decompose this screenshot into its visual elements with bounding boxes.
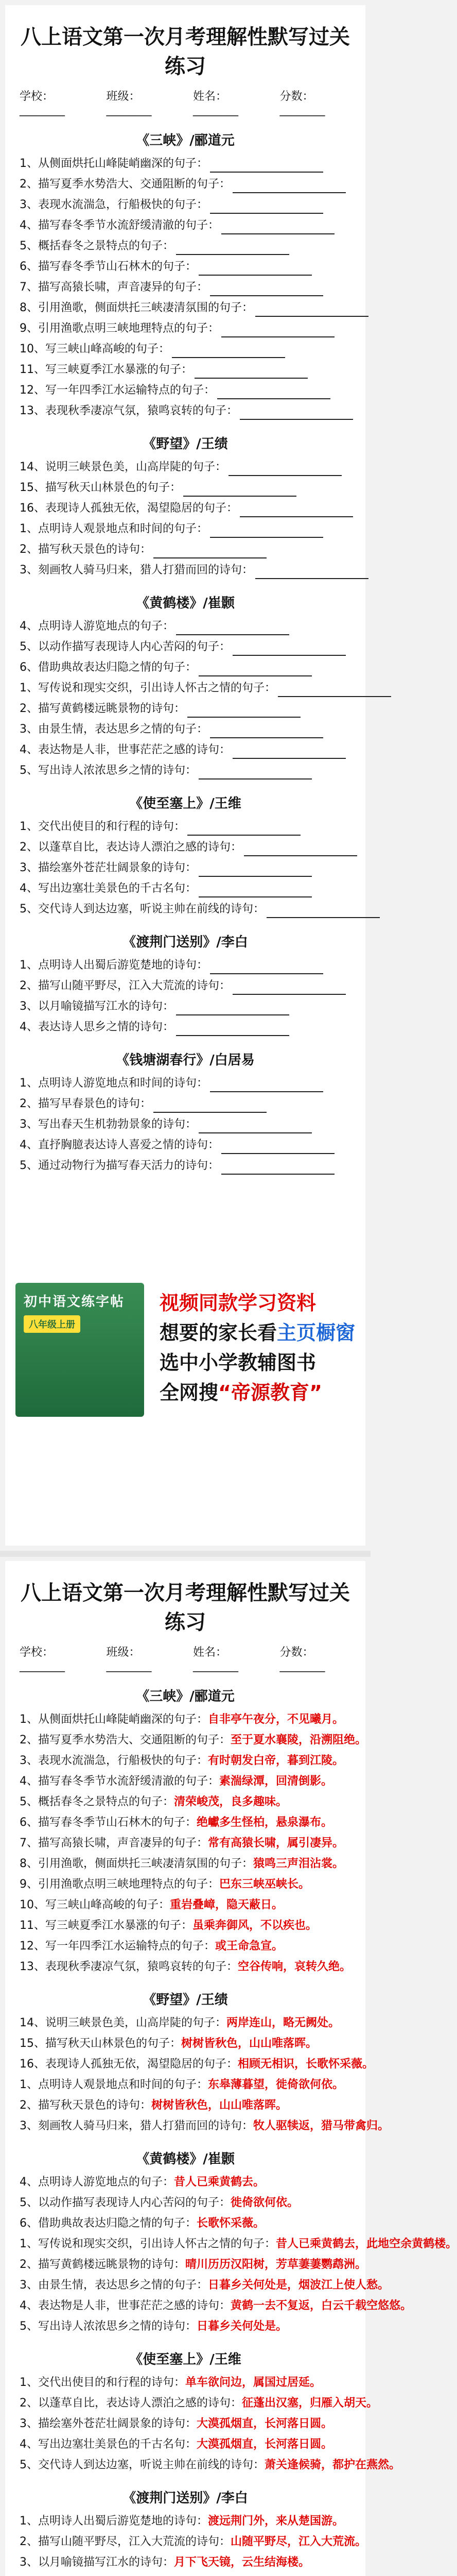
answer-row <box>20 2056 374 2073</box>
question-text: 15、描写秋天山林景色的句子： <box>20 2037 181 2050</box>
question-row <box>20 957 351 974</box>
answer-row <box>20 2235 457 2253</box>
answer-text: 牧人驱犊返，猎马带禽归。 <box>253 2120 390 2132</box>
question-text: 1、从侧面烘托山峰陡峭幽深的句子： <box>20 157 208 170</box>
answer-row <box>20 1793 351 1811</box>
answer-text: 相顾无相识，长歌怀采薇。 <box>238 2058 374 2071</box>
question-text: 2、描写黄鹤楼远眺景物的诗句： <box>20 702 185 715</box>
question-row <box>20 721 351 738</box>
question-text: 2、以蓬草自比，表达诗人漂泊之感的诗句： <box>20 841 242 854</box>
question-row <box>20 320 351 337</box>
answer-text: 晴川历历汉阳树，芳草萋萋鹦鹉洲。 <box>185 2258 367 2271</box>
question-row <box>20 238 351 255</box>
question-text: 5、交代诗人到达边塞，听说主帅在前线的诗句： <box>20 2459 265 2471</box>
info-score: 分数： ________ <box>280 1643 351 1672</box>
answer-blank[interactable] <box>153 545 267 558</box>
worksheet-title: 八上语文第一次月考理解性默写过关练习 <box>21 25 350 78</box>
question-text: 4、描写春冬季节水流舒缓清澈的句子： <box>20 1775 219 1788</box>
answer-blank[interactable] <box>210 725 323 738</box>
sheet-divider <box>0 1551 371 1557</box>
question-text: 6、描写春冬季节山石林木的句子： <box>20 1816 197 1829</box>
answer-row <box>20 1876 351 1893</box>
answer-row <box>20 2117 390 2135</box>
question-row <box>20 1019 351 1036</box>
question-row <box>20 880 351 897</box>
question-text: 3、刻画牧人骑马归来，猎人打猎而回的诗句： <box>20 564 253 577</box>
question-text: 5、写出诗人浓浓思乡之情的诗句： <box>20 764 197 777</box>
answer-text: 虽乘奔御风，不以疾也。 <box>192 1919 318 1932</box>
question-row <box>20 1075 351 1092</box>
question-row <box>20 341 351 358</box>
question-text: 3、描绘塞外苍茫壮阔景象的诗句： <box>20 861 197 874</box>
question-text: 3、刻画牧人骑马归来，猎人打猎而回的诗句： <box>20 2120 253 2132</box>
answer-text: 清荣峻茂，良多趣味。 <box>174 1795 288 1808</box>
question-text: 1、写传说和现实交织，引出诗人怀古之情的句子： <box>20 682 276 694</box>
question-text: 5、交代诗人到达边塞，听说主帅在前线的诗句： <box>20 903 265 916</box>
promo-text <box>160 1288 355 1408</box>
question-row <box>20 279 351 296</box>
answer-blank[interactable] <box>221 1161 335 1175</box>
answer-blank[interactable] <box>221 1141 335 1154</box>
answer-blank[interactable] <box>228 463 342 476</box>
question-text: 1、从侧面烘托山峰陡峭幽深的句子： <box>20 1713 208 1726</box>
question-row <box>20 901 351 918</box>
question-row <box>20 217 351 234</box>
student-info-row <box>20 1643 351 1672</box>
answer-row <box>20 2554 351 2571</box>
question-row <box>20 680 351 697</box>
answer-blank[interactable] <box>210 524 323 538</box>
answer-text: 月下飞天镜，云生结海楼。 <box>174 2556 310 2569</box>
answer-row <box>20 2415 351 2433</box>
question-row <box>20 818 351 836</box>
section-title: 《使至塞上》/王维 <box>129 2352 241 2367</box>
answer-text: 空谷传响，哀转久绝。 <box>238 1960 351 1973</box>
answer-row <box>20 2533 367 2551</box>
question-text: 2、描写夏季水势浩大、交通阻断的句子： <box>20 1734 231 1747</box>
question-text: 4、点明诗人游览地点的句子： <box>20 2176 174 2189</box>
answer-row <box>20 2374 351 2392</box>
answer-text: 东皋薄暮望，徙倚欲何依。 <box>208 2078 344 2091</box>
question-text: 8、引用渔歌，侧面烘托三峡凄清氛围的句子： <box>20 301 253 314</box>
info-class: 班级： ________ <box>107 88 178 116</box>
book-cover <box>15 1283 144 1417</box>
question-text: 4、表达物是人非，世事茫茫之感的诗句： <box>20 743 231 756</box>
answer-row <box>20 1732 367 1749</box>
question-row <box>20 258 351 276</box>
answer-blank[interactable] <box>210 1079 323 1092</box>
promo-line-3: 选中小学教辅图书 <box>160 1351 317 1374</box>
answer-row <box>20 1773 351 1790</box>
answer-row <box>20 2456 401 2474</box>
section-title: 《钱塘湖春行》/白居易 <box>116 1053 255 1068</box>
answer-blank[interactable] <box>176 622 289 635</box>
answer-text: 有时朝发白帝，暮到江陵。 <box>208 1754 344 1767</box>
question-row <box>20 176 351 193</box>
question-row <box>20 382 351 399</box>
answer-blank[interactable] <box>153 1099 267 1113</box>
answer-row <box>20 2215 351 2232</box>
question-row <box>20 1095 351 1113</box>
answer-row <box>20 2436 351 2453</box>
question-text: 2、描写早春景色的诗句： <box>20 1097 151 1110</box>
question-text: 3、由景生情，表达思乡之情的句子： <box>20 723 208 736</box>
answer-text: 徙倚欲何依。 <box>231 2196 299 2209</box>
answer-row <box>20 2297 412 2315</box>
question-text: 1、点明诗人观景地点和时间的句子： <box>20 2078 208 2091</box>
promo-banner-1 <box>5 1273 365 1427</box>
question-text: 3、写出春天生机勃勃景象的诗句： <box>20 1118 197 1131</box>
question-row <box>20 700 351 718</box>
answer-text: 树树皆秋色，山山唯落晖。 <box>151 2099 288 2112</box>
answer-blank[interactable] <box>187 822 301 836</box>
answer-blank[interactable] <box>210 159 323 173</box>
info-school: 学校： ________ <box>20 1643 91 1672</box>
question-text: 9、引用渔歌点明三峡地理特点的句子： <box>20 322 219 335</box>
answer-blank[interactable] <box>199 884 312 897</box>
answer-row <box>20 1752 351 1770</box>
question-text: 5、以动作描写表现诗人内心苦闷的句子： <box>20 2196 231 2209</box>
question-text: 4、描写春冬季节水流舒缓清澈的句子： <box>20 219 219 232</box>
answer-row <box>20 2014 351 2032</box>
promo-line-4: 全网搜“帝源教育” <box>160 1381 322 1404</box>
question-text: 1、点明诗人观景地点和时间的句子： <box>20 522 208 535</box>
question-row <box>20 859 351 877</box>
question-text: 2、描写秋天景色的诗句： <box>20 543 151 556</box>
question-text: 14、说明三峡景色美，山高岸陡的句子： <box>20 461 226 473</box>
question-text: 6、描写春冬季节山石林木的句子： <box>20 260 197 273</box>
question-text: 4、表达物是人非，世事茫茫之感的诗句： <box>20 2299 231 2312</box>
answer-blank[interactable] <box>176 1002 289 1015</box>
question-text: 12、写一年四季江水运输特点的句子： <box>20 1940 215 1953</box>
answer-text: 树树皆秋色，山山唯落晖。 <box>181 2037 318 2050</box>
question-row <box>20 977 351 995</box>
book-title: 初中语文练字帖 <box>24 1294 125 1310</box>
answer-text: 昔人已乘黄鹤去。 <box>174 2176 265 2189</box>
question-text: 3、以月喻镜描写江水的诗句： <box>20 1000 174 1013</box>
question-text: 1、交代出使目的和行程的诗句： <box>20 820 185 833</box>
answer-row <box>20 1835 351 1852</box>
question-text: 4、写出边塞壮美景色的千古名句： <box>20 2438 197 2451</box>
question-text: 1、交代出使目的和行程的诗句： <box>20 2376 185 2389</box>
section-title: 《黄鹤楼》/崔颢 <box>136 2151 235 2167</box>
question-text: 5、概括春冬之景特点的句子： <box>20 240 174 252</box>
question-text: 4、直抒胸臆表达诗人喜爱之情的诗句： <box>20 1139 219 1151</box>
answer-blank[interactable] <box>176 1023 289 1036</box>
question-text: 4、表达诗人思乡之情的诗句： <box>20 1021 174 1033</box>
question-text: 5、通过动物行为描写春天活力的诗句： <box>20 1159 219 1172</box>
answer-blank[interactable] <box>255 303 368 317</box>
answer-text: 昔人已乘黄鹤去，此地空余黄鹤楼。 <box>276 2238 457 2250</box>
section-title: 《野望》/王绩 <box>143 1992 228 2008</box>
answer-blank[interactable] <box>244 843 357 856</box>
question-text: 13、表现秋季凄凉气氛，猿鸣哀转的句子： <box>20 404 238 417</box>
student-info-row <box>20 88 351 116</box>
answer-row <box>20 1938 351 1955</box>
answer-text: 自非亭午夜分，不见曦月。 <box>208 1713 344 1726</box>
question-text: 3、表现水流湍急，行船极快的句子： <box>20 198 208 211</box>
answer-text: 重岩叠嶂，隐天蔽日。 <box>170 1899 284 1911</box>
question-text: 13、表现秋季凄凉气氛，猿鸣哀转的句子： <box>20 1960 238 1973</box>
answer-row <box>20 1711 351 1728</box>
info-class: 班级： ________ <box>107 1643 178 1672</box>
question-row <box>20 196 351 214</box>
answer-text: 日暮乡关何处是。 <box>197 2320 288 2333</box>
answer-text: 萧关逢候骑，都护在燕然。 <box>265 2459 401 2471</box>
question-row <box>20 299 351 317</box>
answer-text: 黄鹤一去不复返，白云千载空悠悠。 <box>231 2299 412 2312</box>
question-text: 11、写三峡夏季江水暴涨的句子： <box>20 363 192 376</box>
question-text: 15、描写秋天山林景色的句子： <box>20 481 181 494</box>
question-text: 3、由景生情，表达思乡之情的句子： <box>20 2279 208 2292</box>
question-text: 6、借助典故表达归隐之情的句子： <box>20 2217 197 2230</box>
question-text: 7、描写高猿长啸，声音凄异的句子： <box>20 1837 208 1850</box>
answer-blank[interactable] <box>199 863 312 877</box>
worksheet-answers <box>5 1561 457 2576</box>
answer-blank[interactable] <box>176 242 289 255</box>
answer-text: 巴东三峡巫峡长。 <box>219 1878 310 1891</box>
question-text: 10、写三峡山峰高峻的句子： <box>20 343 170 355</box>
question-row <box>20 520 351 538</box>
answer-row <box>20 2035 351 2053</box>
answer-text: 渡远荆门外，来从楚国游。 <box>208 2515 344 2528</box>
question-row <box>20 361 351 379</box>
question-row <box>20 1116 351 1133</box>
answer-blank[interactable] <box>233 180 346 193</box>
question-text: 3、表现水流湍急，行船极快的句子： <box>20 1754 208 1767</box>
question-text: 3、描绘塞外苍茫壮阔景象的诗句： <box>20 2417 197 2430</box>
answer-row <box>20 2277 390 2294</box>
answer-row <box>20 2256 367 2274</box>
answer-blank[interactable] <box>210 200 323 214</box>
answer-blank[interactable] <box>278 684 391 697</box>
section-title: 《黄鹤楼》/崔颢 <box>136 596 235 611</box>
question-list <box>20 130 351 1175</box>
question-text: 16、表现诗人孤独无依，渴望隐居的句子： <box>20 502 238 515</box>
answer-list <box>20 1686 457 2576</box>
answer-text: 至于夏水襄陵，沿溯阻绝。 <box>231 1734 367 1747</box>
answer-text: 大漠孤烟直，长河落日圆。 <box>197 2438 333 2451</box>
question-row <box>20 762 351 779</box>
question-text: 16、表现诗人孤独无依，渴望隐居的句子： <box>20 2058 238 2071</box>
answer-blank[interactable] <box>195 365 308 379</box>
question-text: 14、说明三峡景色美，山高岸陡的句子： <box>20 2016 226 2029</box>
book-grade: 八年级上册 <box>24 1315 80 1333</box>
question-text: 11、写三峡夏季江水暴涨的句子： <box>20 1919 192 1932</box>
question-text: 7、描写高猿长啸，声音凄异的句子： <box>20 281 208 294</box>
question-row <box>20 839 351 856</box>
question-row <box>20 1137 351 1154</box>
question-text: 1、点明诗人出蜀后游览楚地的诗句： <box>20 959 208 972</box>
answer-text: 两岸连山，略无阙处。 <box>226 2016 340 2029</box>
section-title: 《三峡》/郦道元 <box>136 1689 235 1704</box>
promo-line-2: 想要的家长看主页橱窗 <box>160 1321 356 1344</box>
question-row <box>20 618 351 635</box>
answer-text: 山随平野尽，江入大荒流。 <box>231 2535 367 2548</box>
answer-blank[interactable] <box>199 1120 312 1133</box>
info-score: 分数： ________ <box>280 88 351 116</box>
answer-blank[interactable] <box>255 566 368 579</box>
info-school: 学校： ________ <box>20 88 91 116</box>
answer-row <box>20 1855 351 1873</box>
question-row <box>20 402 351 420</box>
question-row <box>20 638 351 656</box>
answer-row <box>20 2318 351 2335</box>
answer-row <box>20 2174 351 2191</box>
question-text: 9、引用渔歌点明三峡地理特点的句子： <box>20 1878 219 1891</box>
info-name: 姓名： ________ <box>193 88 265 116</box>
question-row <box>20 541 351 558</box>
answer-row <box>20 1814 351 1832</box>
answer-blank[interactable] <box>210 961 323 974</box>
question-row <box>20 998 351 1015</box>
answer-text: 素湍绿潭，回清倒影。 <box>219 1775 333 1788</box>
question-text: 10、写三峡山峰高峻的句子： <box>20 1899 170 1911</box>
answer-row <box>20 2513 351 2530</box>
question-text: 1、点明诗人游览地点和时间的诗句： <box>20 1077 208 1090</box>
answer-text: 或王命急宣。 <box>215 1940 284 1953</box>
answer-blank[interactable] <box>210 283 323 296</box>
question-text: 2、描写黄鹤楼远眺景物的诗句： <box>20 2258 185 2271</box>
section-title: 《使至塞上》/王维 <box>129 796 241 811</box>
question-row <box>20 479 351 497</box>
info-name: 姓名： ________ <box>193 1643 265 1672</box>
question-row <box>20 459 351 476</box>
answer-text: 猿鸣三声泪沾裳。 <box>253 1857 344 1870</box>
question-text: 2、以蓬草自比，表达诗人漂泊之感的诗句： <box>20 2397 242 2410</box>
answer-row <box>20 1917 351 1935</box>
answer-blank[interactable] <box>199 663 312 676</box>
answer-blank[interactable] <box>187 704 301 718</box>
answer-blank[interactable] <box>240 406 353 420</box>
question-text: 2、描写夏季水势浩大、交通阻断的句子： <box>20 178 231 191</box>
answer-blank[interactable] <box>172 345 285 358</box>
question-row <box>20 500 351 517</box>
section-title: 《渡荆门送别》/李白 <box>122 935 248 950</box>
answer-row <box>20 2395 378 2412</box>
question-row <box>20 562 351 579</box>
question-text: 8、引用渔歌，侧面烘托三峡凄清氛围的句子： <box>20 1857 253 1870</box>
answer-row <box>20 2097 351 2114</box>
question-text: 1、点明诗人出蜀后游览楚地的诗句： <box>20 2515 208 2528</box>
answer-text: 绝巘多生怪柏，悬泉瀑布。 <box>197 1816 333 1829</box>
promo-line-1: 视频同款学习资料 <box>160 1292 317 1314</box>
question-row <box>20 659 351 676</box>
answer-blank[interactable] <box>221 324 335 337</box>
answer-blank[interactable] <box>240 504 353 517</box>
question-text: 2、描写山随平野尽，江入大荒流的诗句： <box>20 979 231 992</box>
answer-blank[interactable] <box>267 905 380 918</box>
answer-row <box>20 1896 351 1914</box>
question-text: 12、写一年四季江水运输特点的句子： <box>20 384 215 397</box>
answer-blank[interactable] <box>183 483 296 497</box>
answer-row <box>20 2076 351 2094</box>
answer-blank[interactable] <box>233 981 346 995</box>
question-text: 3、以月喻镜描写江水的诗句： <box>20 2556 174 2569</box>
answer-text: 大漠孤烟直，长河落日圆。 <box>197 2417 333 2430</box>
section-title: 《渡荆门送别》/李白 <box>122 2490 248 2506</box>
answer-blank[interactable] <box>221 221 335 234</box>
question-text: 4、点明诗人游览地点的句子： <box>20 620 174 633</box>
question-text: 1、写传说和现实交织，引出诗人怀古之情的句子： <box>20 2238 276 2250</box>
question-text: 4、写出边塞壮美景色的千古名句： <box>20 882 197 895</box>
section-title: 《三峡》/郦道元 <box>136 133 235 148</box>
question-text: 5、概括春冬之景特点的句子： <box>20 1795 174 1808</box>
answer-text: 常有高猿长啸，属引凄异。 <box>208 1837 344 1850</box>
answer-text: 日暮乡关何处是，烟波江上使人愁。 <box>208 2279 390 2292</box>
answer-text: 单车欲问边，属国过居延。 <box>185 2376 322 2389</box>
question-text: 5、以动作描写表现诗人内心苦闷的句子： <box>20 640 231 653</box>
answer-blank[interactable] <box>199 262 312 276</box>
worksheet-title: 八上语文第一次月考理解性默写过关练习 <box>21 1581 350 1634</box>
section-title: 《野望》/王绩 <box>143 436 228 452</box>
answer-blank[interactable] <box>233 642 346 656</box>
answer-text: 长歌怀采薇。 <box>197 2217 265 2230</box>
question-row <box>20 741 351 759</box>
answer-blank[interactable] <box>199 766 312 779</box>
answer-text: 征蓬出汉塞，归雁入胡天。 <box>242 2397 378 2410</box>
answer-blank[interactable] <box>217 386 330 399</box>
answer-row <box>20 1958 351 1976</box>
question-text: 5、写出诗人浓浓思乡之情的诗句： <box>20 2320 197 2333</box>
question-text: 6、借助典故表达归隐之情的句子： <box>20 661 197 674</box>
question-row <box>20 155 351 173</box>
question-text: 2、描写山随平野尽，江入大荒流的诗句： <box>20 2535 231 2548</box>
question-text: 2、描写秋天景色的诗句： <box>20 2099 151 2112</box>
answer-row <box>20 2194 351 2212</box>
question-row <box>20 1157 351 1175</box>
answer-blank[interactable] <box>233 745 346 759</box>
